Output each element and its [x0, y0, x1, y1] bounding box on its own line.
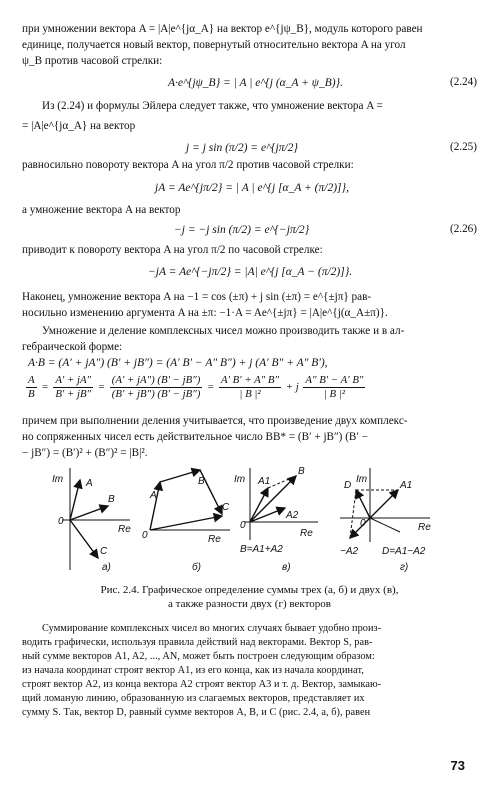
- vector-minus-a2-label: −A2: [340, 546, 359, 557]
- text-line: Из (2.24) и формулы Эйлера следует также, что умножение вектора A =: [42, 100, 383, 112]
- vector-a1-label: A1: [258, 476, 271, 487]
- equation-number: (2.26): [449, 223, 477, 235]
- sum-equation: B=A1+A2: [240, 544, 283, 555]
- page-number: 73: [450, 758, 465, 773]
- vector-a-label: A: [86, 478, 93, 489]
- figure-2-4: [0, 460, 499, 580]
- text-line: = |A|e^{jα_A} на вектор: [22, 120, 136, 132]
- vector-c-label: C: [100, 546, 108, 557]
- plus-j: + j: [285, 380, 299, 393]
- origin-label: 0: [58, 516, 64, 527]
- fraction-denominator: B′ + jB″: [55, 388, 92, 400]
- equals-sign: =: [207, 380, 215, 393]
- re-label: Re: [118, 524, 131, 535]
- equation-division: [24, 374, 367, 401]
- vector-c-label: C: [222, 502, 230, 513]
- origin-label: 0: [142, 530, 148, 541]
- im-label: Im: [52, 474, 64, 485]
- vector-d-label: D: [344, 480, 352, 491]
- vector-d: [150, 516, 222, 530]
- text-line: сумму S. Так, вектор D, равный сумме векторов A, B, и C (рис. 2.4, а, б), равен: [22, 707, 371, 718]
- vector-a1: [250, 488, 268, 522]
- origin-label: 0: [360, 518, 366, 529]
- equation-rotation-cw: −jA = Ae^{−jπ/2} = |A| e^{j [α_A − (π/2)]}.: [148, 266, 353, 278]
- fraction-denominator: (B′ + jB″) (B′ − jB″): [111, 388, 201, 400]
- equation-multiplication: A·B = (A′ + jA″) (B′ + jB″) = (A′ B′ − A″ B″) + j (A′ B″ + A″ B′),: [28, 357, 328, 369]
- equation-number: (2.25): [449, 141, 477, 153]
- equals-sign: =: [97, 380, 106, 393]
- vector-b-label: B: [298, 466, 305, 477]
- fraction-denominator: B: [28, 388, 35, 400]
- panel-label: в): [282, 562, 291, 573]
- panel-label: б): [192, 562, 201, 573]
- re-label: Re: [300, 528, 313, 539]
- text-line: гебраической форме:: [22, 341, 123, 353]
- vector-b: [160, 470, 200, 482]
- equation-number: (2.24): [449, 76, 477, 88]
- text-line: ψ_B против часовой стрелки:: [22, 55, 163, 67]
- vector-b: [70, 506, 108, 520]
- fraction-numerator: A′ B′ + A″ B″: [221, 374, 280, 386]
- panel-label: г): [400, 562, 409, 573]
- text-line: причем при выполнении деления учитывается, что произведение двух комплекс-: [22, 415, 408, 427]
- text-line: при умножении вектора A = |A|e^{jα_A} на вектор e^{jψ_B}, модуль которого равен: [22, 23, 423, 35]
- text-line: а умножение вектора A на вектор: [22, 204, 181, 216]
- vector-a2: [370, 518, 400, 532]
- vector-a1: [370, 490, 398, 518]
- fraction-numerator: A′ + jA″: [55, 374, 92, 386]
- text-line: строят вектор A2, из конца вектора A2 строят вектор A3 и т. д. Вектор, замыкаю-: [22, 679, 382, 690]
- text-line: из начала координат строят вектор A1, из его конца, как из начала координат,: [22, 665, 364, 676]
- vector-a2: [250, 508, 285, 522]
- construction-line: [350, 490, 356, 538]
- vector-a-label: A: [150, 490, 157, 501]
- fraction-denominator: | B |²: [323, 388, 345, 400]
- fraction-denominator: | B |²: [239, 388, 261, 400]
- equation-2-24: A·e^{jψ_B} = | A | e^{j (α_A + ψ_B)}.: [168, 77, 344, 89]
- figure-caption: Рис. 2.4. Графическое определение суммы трех (а, б) и двух (в),: [100, 584, 399, 596]
- re-label: Re: [418, 522, 431, 533]
- equals-sign: =: [41, 380, 49, 393]
- vector-a2-label: A2: [286, 510, 299, 521]
- vector-b-label: B: [198, 476, 205, 487]
- fraction-numerator: A: [28, 374, 35, 386]
- re-label: Re: [208, 534, 221, 545]
- text-line: щий ломаную линию, образованную из слагаемых векторов, представляет их: [22, 693, 365, 704]
- text-line: Суммирование комплексных чисел во многих случаях бывает удобно произ-: [42, 623, 382, 634]
- text-line: водить графически, используя правила действий над векторами. Вектор S, рав-: [22, 637, 373, 648]
- panel-g: [340, 468, 431, 573]
- im-label: Im: [234, 474, 246, 485]
- panel-a: [52, 468, 131, 573]
- vector-c: [70, 520, 98, 558]
- equation-2-25: j = j sin (π/2) = e^{jπ/2}: [186, 142, 299, 154]
- vector-d: [356, 490, 370, 518]
- panel-label: a): [102, 562, 111, 573]
- panel-b: [142, 470, 230, 573]
- equation-rotation-ccw: jA = Ae^{jπ/2} = | A | e^{j [α_A + (π/2)]},: [155, 182, 349, 194]
- text-line: приводит к повороту вектора A на угол π/2 по часовой стрелке:: [22, 244, 323, 256]
- fraction-numerator: (A′ + jA″) (B′ − jB″): [111, 374, 201, 386]
- equation-2-26: −j = −j sin (π/2) = e^{−jπ/2}: [174, 224, 310, 236]
- text-line: ный сумме векторов A1, A2, ..., AN, может быть построен следующим образом:: [22, 651, 375, 662]
- vector-b-label: B: [108, 494, 115, 505]
- text-line: равносильно повороту вектора A на угол π/2 против часовой стрелки:: [22, 159, 354, 171]
- vector-a1-label: A1: [400, 480, 413, 491]
- text-line: Наконец, умножение вектора A на −1 = cos (±π) + j sin (±π) = e^{±jπ} рав-: [22, 291, 372, 303]
- text-line: единице, получается новый вектор, повернутый относительно вектора A на угол: [22, 39, 406, 51]
- im-label: Im: [356, 474, 368, 485]
- fraction-numerator: A″ B′ − A′ B″: [305, 374, 364, 386]
- text-line: носильно изменению аргумента A на ±π: −1·A = Ae^{±jπ} = |A|e^{j(α_A±π)}.: [22, 307, 388, 319]
- panel-v: [234, 466, 318, 573]
- difference-equation: D=A1−A2: [382, 546, 426, 557]
- text-line: Умножение и деление комплексных чисел можно производить также и в ал-: [42, 325, 405, 337]
- text-line: − jB″) = (B′)² + (B″)² = |B|².: [22, 447, 148, 459]
- vector-a: [70, 480, 80, 520]
- text-line: но сопряженных чисел есть действительное число BB* = (B′ + jB″) (B′ −: [22, 431, 368, 443]
- figure-caption: а также разности двух (г) векторов: [168, 598, 331, 610]
- construction-line: [268, 476, 296, 488]
- origin-label: 0: [240, 520, 246, 531]
